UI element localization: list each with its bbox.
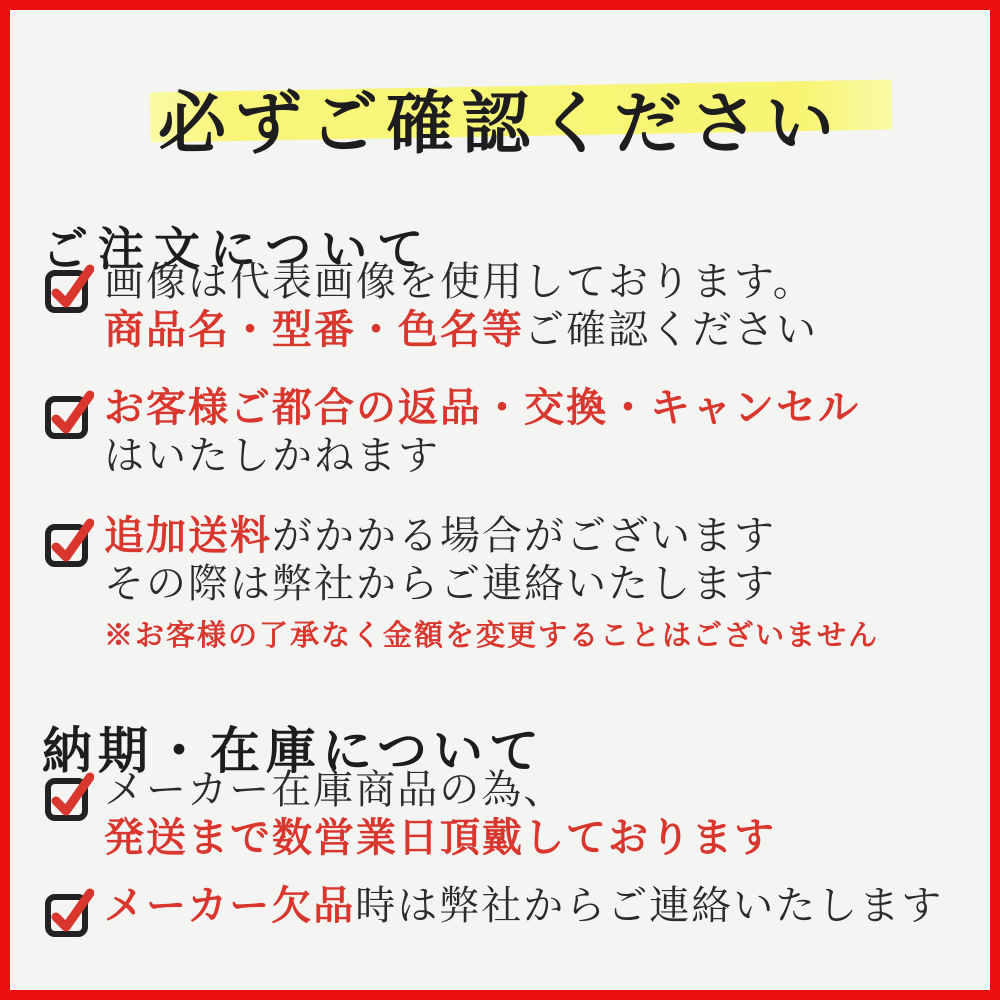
page-title: 必ずご確認ください [157, 83, 842, 164]
text-segment: はいたしかねます [104, 433, 440, 479]
text-segment: その際は弊社からご連絡いたします [104, 561, 776, 607]
check-item [44, 512, 879, 654]
text-segment: ※お客様の了承なく金額を変更することはございません [104, 618, 880, 652]
item-line [104, 432, 860, 480]
text-segment: お客様ご都合の返品・交換・キャンセル [104, 384, 860, 431]
checked-checkbox-icon [44, 885, 94, 937]
check-item [44, 384, 860, 480]
checked-checkbox-icon [44, 515, 94, 567]
checked-checkbox-icon [44, 769, 94, 821]
item-text [104, 258, 818, 354]
item-text [104, 882, 943, 930]
item-line [104, 560, 879, 608]
item-text [104, 384, 860, 480]
checked-checkbox-icon [44, 261, 94, 313]
check-item [44, 766, 776, 862]
text-segment: 発送まで数営業日頂戴しております [104, 814, 776, 861]
text-segment: がかかる場合がございます [272, 513, 776, 559]
text-segment: メーカー在庫商品の為、 [104, 767, 566, 813]
text-segment: ご確認ください [524, 307, 818, 353]
section-heading-delivery-stock: 納期・在庫について [42, 720, 545, 780]
checked-checkbox-icon [44, 387, 94, 439]
text-segment: 画像は代表画像を使用しております。 [104, 259, 815, 305]
item-text [104, 512, 879, 654]
item-line [104, 766, 776, 814]
item-line [104, 814, 776, 862]
item-line [104, 512, 879, 560]
text-segment: 商品名・型番・色名等 [104, 306, 524, 353]
text-segment: 時は弊社からご連絡いたします [355, 883, 944, 929]
section-heading-orders: ご注文について [42, 222, 434, 277]
item-line [104, 882, 943, 930]
item-line [104, 384, 860, 432]
text-segment: メーカー欠品 [104, 882, 356, 929]
item-note-line [104, 616, 879, 654]
text-segment: 追加送料 [104, 512, 272, 559]
item-line [104, 258, 818, 306]
check-item [44, 882, 943, 937]
item-line [104, 306, 818, 354]
check-item [44, 258, 818, 354]
item-text [104, 766, 776, 862]
